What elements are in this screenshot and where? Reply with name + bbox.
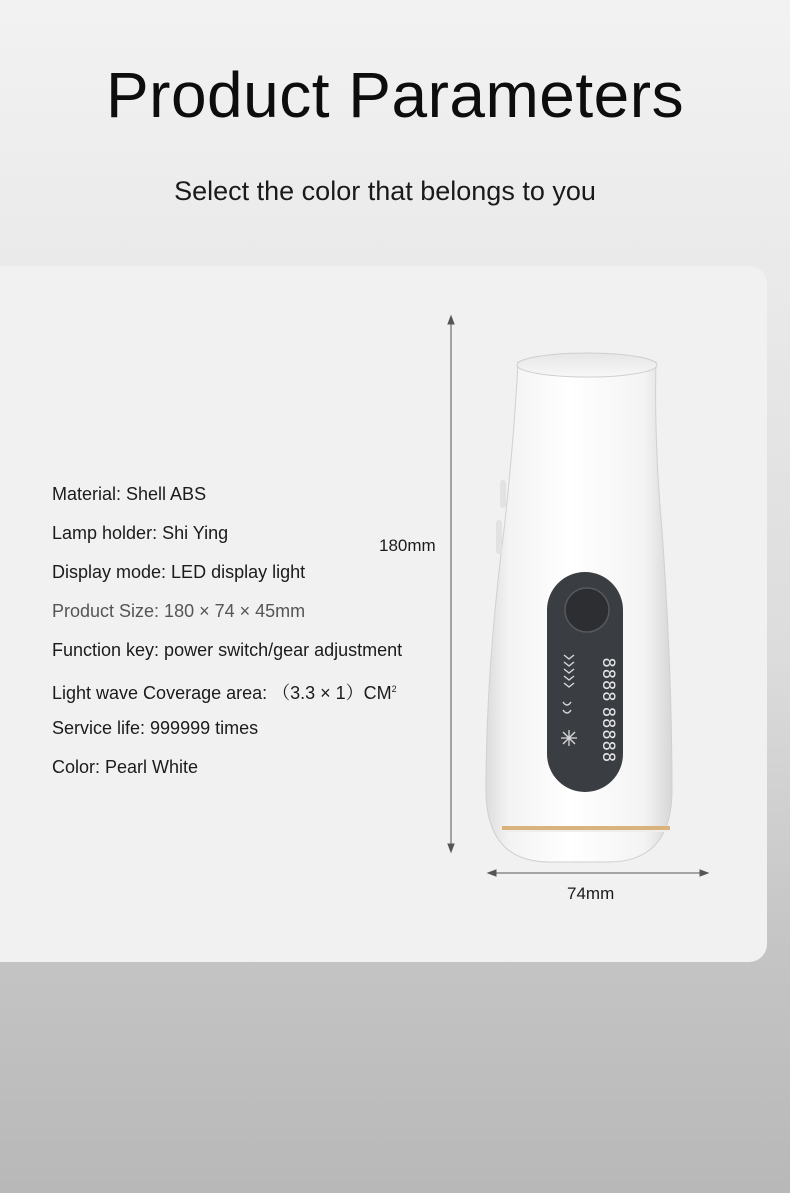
spec-material: Material: Shell ABS: [52, 484, 207, 504]
side-button: [500, 480, 506, 508]
page-subtitle: Select the color that belongs to you: [174, 176, 596, 206]
width-dimension-label: 74mm: [567, 884, 615, 903]
height-dimension-line: [448, 316, 454, 852]
spec-lamp-holder: Lamp holder: Shi Ying: [52, 523, 229, 543]
page-title: Product Parameters: [105, 59, 685, 131]
device-illustration: [430, 310, 720, 890]
spec-coverage-text: Light wave Coverage area: （3.3 × 1）CM: [52, 683, 392, 703]
accent-band-highlight: [502, 830, 670, 832]
spec-function-key: Function key: power switch/gear adjustment: [52, 640, 403, 660]
spec-coverage-superscript: 2: [391, 684, 397, 694]
power-button-icon[interactable]: [565, 588, 609, 632]
spec-color: Color: Pearl White: [52, 757, 199, 777]
device-head-window: [517, 353, 657, 377]
width-dimension-line: [488, 870, 708, 876]
side-button: [496, 520, 502, 554]
spec-list: [52, 481, 402, 793]
spec-product-size: Product Size: 180 × 74 × 45mm: [52, 601, 306, 621]
accent-band: [502, 826, 670, 830]
spec-display-mode: Display mode: LED display light: [52, 562, 306, 582]
display-digits-top: 8888: [598, 657, 618, 703]
spec-coverage-area: [52, 676, 402, 715]
spec-service-life: Service life: 999999 times: [52, 718, 259, 738]
height-dimension-label: 180mm: [379, 536, 436, 555]
display-digits-bottom: 88888: [598, 706, 618, 764]
snowflake-icon: [561, 730, 577, 746]
